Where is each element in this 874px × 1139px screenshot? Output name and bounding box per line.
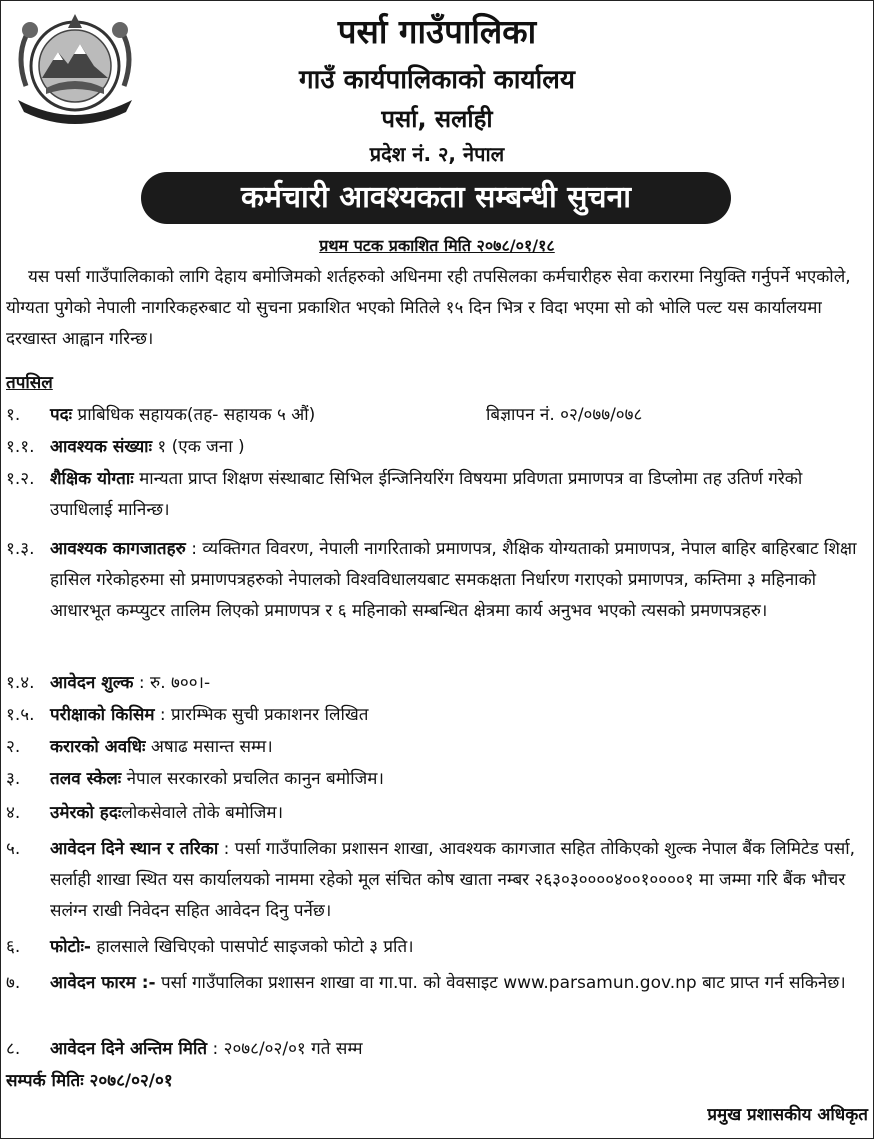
item-label: परीक्षाको किसिम	[50, 705, 155, 725]
advertisement-number: बिज्ञापन नं. ०२/०७७/०७८	[486, 405, 643, 425]
item-label: आवेदन फारम :-	[50, 973, 156, 993]
item-text: : व्यक्तिगत विवरण, नेपाली नागरिताको प्रमाणपत्र, शैक्षिक योग्यताको प्रमाणपत्र, नेपाल बाहिर बाहिरबाट शिक्षा हासिल गरेकोहरुमा सो प्रमाणपत्रहरुको नेपालको विश्वविधालयबाट समकक्षता निर्धारण गराएको प्रमाणपत्र, कम्तिमा ३ महिनाको आधारभूत कम्प्युटर तालिम लिएको प्रमाणपत्र र ६ महिनाको सम्बन्धित क्षेत्रमा कार्य अनुभव भएको त्यसको प्रमणपत्रहरु।	[50, 539, 857, 621]
list-item	[6, 798, 868, 829]
item-number: १.३.	[6, 539, 35, 559]
contact-date: सम्पर्क मितिः २०७८/०२/०१	[6, 1071, 173, 1091]
item-text: १ (एक जना )	[152, 437, 245, 457]
item-label: पदः	[50, 405, 73, 425]
list-item	[6, 700, 868, 731]
item-number: १.२.	[6, 469, 35, 489]
list-item	[6, 732, 868, 763]
province-line: प्रदेश नं. २, नेपाल	[369, 142, 505, 166]
item-text: : प्रारम्भिक सुची प्रकाशनर लिखित	[154, 705, 369, 725]
item-text: प्राबिधिक सहायक(तह- सहायक ५ औं)	[72, 405, 316, 425]
intro-paragraph: यस पर्सा गाउँपालिकाको लागि देहाय बमोजिमको शर्तहरुको अधिनमा रही तपसिलका कर्मचारीहरु सेवा करारमा नियुक्ति गर्नुपर्ने भएकोले, योग्यता पुगेको नेपाली नागरिकहरुबाट यो सुचना प्रकाशित भएको मितिले १५ दिन भित्र र विदा भएमा सो को भोलि पल्ट यस कार्यालयमा दरखास्त आह्वान गरिन्छ।	[6, 267, 851, 349]
item-number: १.५.	[6, 705, 35, 725]
item-number: २.	[6, 737, 21, 757]
list-item	[6, 968, 868, 999]
item-text: : पर्सा गाउँपालिका प्रशासन शाखा, आवश्यक कागजात सहित तोकिएको शुल्क नेपाल बैंक लिमिटेड पर्सा, सर्लाही शाखा स्थित यस कार्यालयको नाममा रहेको मूल संचित कोष खाता नम्बर २६३०३००००४००१००००१ मा जम्मा गरि बैंक भौचर सलंग्न राखी निवेदन सहित आवेदन दिनु पर्नेछ।	[50, 839, 856, 921]
item-text: : २०७८/०२/०१ गते सम्म	[207, 1039, 363, 1059]
list-item	[6, 764, 868, 795]
list-item	[6, 668, 868, 699]
item-text: नेपाल सरकारको प्रचलित कानुन बमोजिम।	[121, 769, 384, 789]
item-text: पर्सा गाउँपालिका प्रशासन शाखा वा गा.पा. को वेवसाइट www.parsamun.gov.np बाट प्राप्त गर्न सकिनेछ।	[155, 973, 846, 993]
item-number: ४.	[6, 803, 21, 823]
list-item	[6, 432, 868, 463]
list-item	[6, 834, 868, 927]
item-label: आवेदन दिने स्थान र तरिका	[50, 839, 219, 859]
list-item	[6, 1034, 868, 1065]
item-text: हालसाले खिचिएको पासपोर्ट साइजको फोटो ३ प्रति।	[90, 937, 414, 957]
office-name: पर्सा गाउँपालिका	[337, 12, 537, 51]
office-address: पर्सा, सर्लाही	[381, 105, 493, 133]
item-text: मान्यता प्राप्त शिक्षण संस्थाबाट सिभिल ईन्जिनियरिंग विषयमा प्रविणता प्रमाणपत्र वा डिप्लोमा तह उतिर्ण गरेको उपाधिलाई मानिन्छ।	[50, 469, 803, 520]
item-label: आवश्यक संख्याः	[50, 437, 153, 457]
item-label: आवश्यक कागजातहरु	[50, 539, 186, 559]
item-label: तलव स्केलः	[50, 769, 122, 789]
list-item	[6, 400, 868, 431]
notice-title-banner: कर्मचारी आवश्यकता सम्बन्धी सुचना	[141, 172, 731, 224]
item-label: करारको अवधिः	[50, 737, 146, 757]
list-item	[6, 932, 868, 963]
item-number: ८.	[6, 1039, 21, 1059]
item-text: लोकसेवाले तोके बमोजिम।	[121, 803, 284, 823]
published-date: प्रथम पटक प्रकाशित मिति २०७८/०१/१८	[319, 236, 555, 255]
list-item	[6, 464, 868, 526]
item-number: ५.	[6, 839, 21, 859]
item-number: ७.	[6, 973, 21, 993]
item-label: आवेदन दिने अन्तिम मिति	[50, 1039, 208, 1059]
item-number: १.१.	[6, 437, 35, 457]
item-text: अषाढ मसान्त सम्म।	[145, 737, 273, 757]
item-label: शैक्षिक योग्ताः	[50, 469, 134, 489]
list-item	[6, 534, 868, 627]
item-label: उमेरको हदः	[50, 803, 122, 823]
item-number: ६.	[6, 937, 21, 957]
item-number: १.४.	[6, 673, 35, 693]
item-label: आवेदन शुल्क	[50, 673, 134, 693]
item-label: फोटोः-	[50, 937, 91, 957]
item-text: : रु. ७००।-	[133, 673, 211, 693]
item-number: ३.	[6, 769, 21, 789]
item-number: १.	[6, 405, 21, 425]
signatory-title: प्रमुख प्रशासकीय अधिकृत	[707, 1105, 868, 1125]
tapasil-heading: तपसिल	[6, 373, 53, 393]
sub-office-name: गाउँ कार्यपालिकाको कार्यालय	[299, 65, 575, 95]
